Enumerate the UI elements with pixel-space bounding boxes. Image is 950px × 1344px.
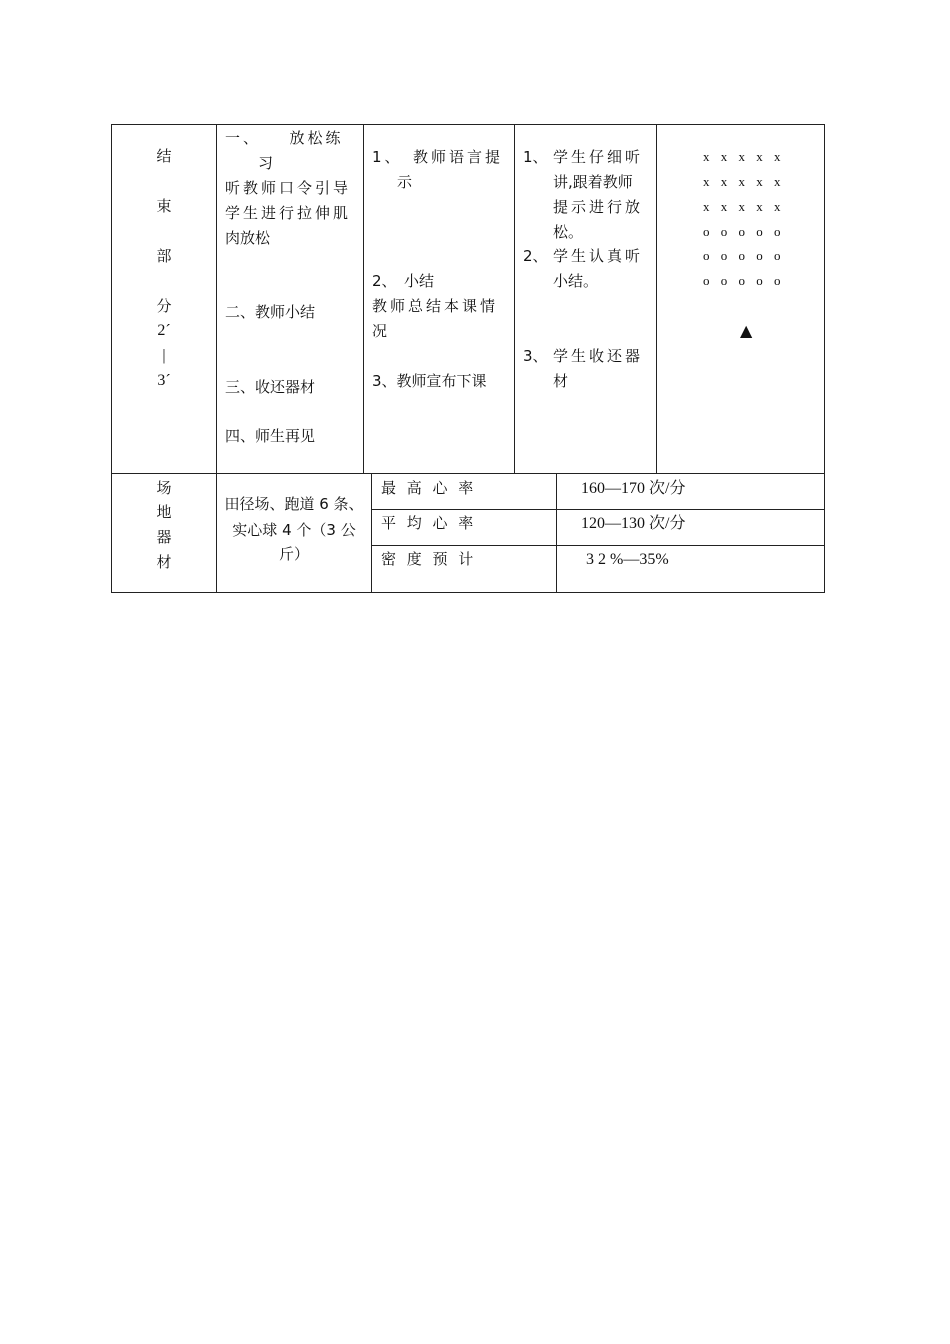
teacher-triangle-icon: ▲ — [740, 321, 753, 340]
content-item1-desc-line: 肉放松 — [225, 229, 271, 247]
teacher-item2-desc-line: 况 — [372, 322, 388, 340]
metrics-col-divider-2 — [556, 473, 557, 593]
section-label-char: 束 — [156, 197, 172, 215]
row-divider — [111, 473, 825, 474]
section-label-char: 结 — [156, 147, 172, 165]
formation-row: x x x x x — [703, 199, 785, 214]
equipment-line: 斤） — [278, 545, 309, 563]
time-separator: | — [162, 347, 166, 364]
student-item1-line: 学生仔细听 — [553, 148, 644, 166]
metric-label: 平 均 心 率 — [381, 514, 477, 532]
col-divider-1 — [216, 124, 217, 593]
metrics-row-divider-1 — [371, 509, 825, 510]
time-start: 2´ — [157, 322, 171, 339]
col-divider-3 — [514, 124, 515, 473]
student-item2-num: 2、 — [523, 247, 548, 265]
metric-value: 160—170 次/分 — [581, 480, 686, 497]
content-item1-desc-line: 学生进行拉伸肌 — [225, 204, 352, 222]
student-item3-num: 3、 — [523, 347, 548, 365]
content-item1-title: 一、 放松练 — [225, 129, 344, 147]
student-item3-line: 材 — [553, 372, 569, 390]
content-item2: 二、教师小结 — [225, 303, 316, 321]
teacher-item2-title: 2、 小结 — [372, 272, 435, 290]
venue-label-char: 材 — [156, 553, 172, 571]
teacher-item3: 3、教师宣布下课 — [372, 372, 487, 390]
section-label-char: 分 — [156, 297, 172, 315]
student-item2-line: 学生认真听 — [553, 247, 644, 265]
time-end: 3´ — [157, 372, 171, 389]
content-item1-title-cont: 习 — [258, 154, 274, 172]
student-item2-line: 小结。 — [553, 272, 599, 290]
metric-value: 3 2 %—35% — [586, 551, 669, 568]
formation-row: x x x x x — [703, 174, 785, 189]
teacher-item1-line: 示 — [397, 173, 413, 191]
content-item1-desc-line: 听教师口令引导 — [225, 179, 352, 197]
teacher-item2-desc-line: 教师总结本课情 — [372, 297, 499, 315]
metric-label: 最 高 心 率 — [381, 479, 477, 497]
student-item1-line: 讲,跟着教师 — [553, 173, 633, 191]
content-item3: 三、收还器材 — [225, 378, 316, 396]
student-item1-line: 松。 — [553, 223, 584, 241]
col-divider-2 — [363, 124, 364, 473]
formation-row: x x x x x — [703, 149, 785, 164]
content-item4: 四、师生再见 — [225, 427, 316, 445]
col-divider-4 — [656, 124, 657, 473]
student-item1-num: 1、 — [523, 148, 548, 166]
metric-value: 120—130 次/分 — [581, 515, 686, 532]
formation-row: o o o o o — [703, 224, 785, 239]
venue-label-char: 器 — [156, 528, 172, 546]
student-item3-line: 学生收还器 — [553, 347, 644, 365]
equipment-line: 实心球 4 个（3 公 — [232, 521, 356, 539]
equipment-line: 田径场、跑道 6 条、 — [224, 495, 364, 513]
formation-row: o o o o o — [703, 273, 785, 288]
student-item1-line: 提示进行放 — [553, 198, 644, 216]
venue-label-char: 地 — [156, 503, 172, 521]
metrics-row-divider-2 — [371, 545, 825, 546]
formation-row: o o o o o — [703, 248, 785, 263]
metrics-col-divider-1 — [371, 473, 372, 593]
metric-label: 密 度 预 计 — [381, 550, 477, 568]
section-label-char: 部 — [156, 247, 172, 265]
teacher-item1-line: 1、 教师语言提 — [372, 148, 504, 166]
venue-label-char: 场 — [156, 479, 172, 497]
